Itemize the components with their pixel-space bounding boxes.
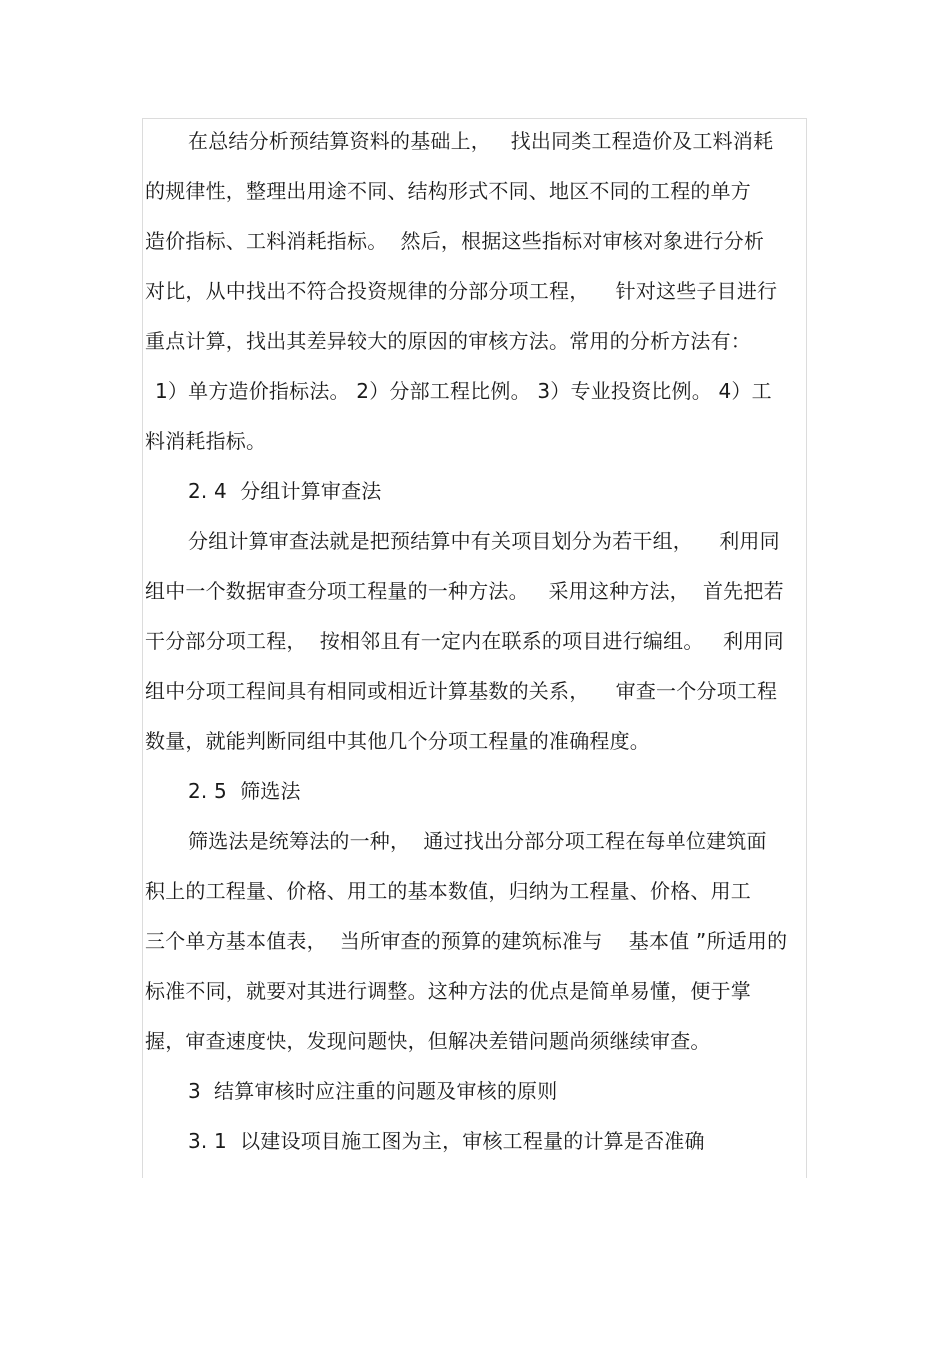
body-text-line: 重点计算，找出其差异较大的原因的审核方法。常用的分析方法有： — [145, 329, 751, 353]
body-text-line: 干分部分项工程， 按相邻且有一定内在联系的项目进行编组。 利用同 — [145, 629, 784, 653]
body-text-line: 组中一个数据审查分项工程量的一种方法。 采用这种方法， 首先把若 — [145, 579, 784, 603]
body-text-line: 组中分项工程间具有相同或相近计算基数的关系， 审查一个分项工程 — [145, 679, 778, 703]
body-text-line: 握，审查速度快，发现问题快，但解决差错问题尚须继续审查。 — [145, 1029, 711, 1053]
body-text-line: 的规律性，整理出用途不同、结构形式不同、地区不同的工程的单方 — [145, 179, 751, 203]
body-text-line: 三个单方基本值表， 当所审查的预算的建筑标准与 基本值 ”所适用的 — [145, 929, 788, 953]
section-heading: 2. 5 筛选法 — [188, 779, 301, 803]
body-text-line: 积上的工程量、价格、用工的基本数值，归纳为工程量、价格、用工 — [145, 879, 751, 903]
section-heading: 2. 4 分组计算审查法 — [188, 479, 382, 503]
body-text-line: 对比，从中找出不符合投资规律的分部分项工程， 针对这些子目进行 — [145, 279, 778, 303]
section-heading: 3. 1 以建设项目施工图为主，审核工程量的计算是否准确 — [188, 1129, 705, 1153]
section-heading: 3 结算审核时应注重的问题及审核的原则 — [188, 1079, 558, 1103]
body-text-line: 在总结分析预结算资料的基础上， 找出同类工程造价及工料消耗 — [188, 129, 774, 153]
body-text-line: 分组计算审查法就是把预结算中有关项目划分为若干组， 利用同 — [188, 529, 780, 553]
body-text-line: 1）单方造价指标法。 2）分部工程比例。 3）专业投资比例。 4）工 — [155, 379, 772, 403]
body-text-line: 造价指标、工料消耗指标。 然后，根据这些指标对审核对象进行分析 — [145, 229, 765, 253]
body-text-line: 料消耗指标。 — [145, 429, 267, 453]
body-text-line: 标准不同，就要对其进行调整。这种方法的优点是简单易懂，便于掌 — [145, 979, 751, 1003]
body-text-line: 数量，就能判断同组中其他几个分项工程量的准确程度。 — [145, 729, 650, 753]
body-text-line: 筛选法是统筹法的一种， 通过找出分部分项工程在每单位建筑面 — [188, 829, 767, 853]
